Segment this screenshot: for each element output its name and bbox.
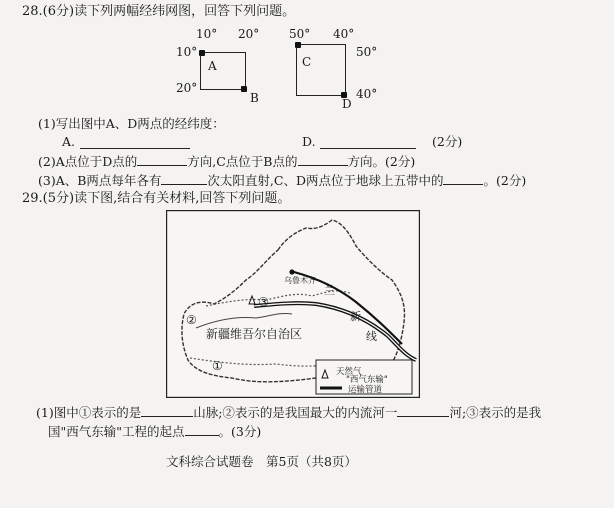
q28-sub3 — [38, 172, 526, 188]
q28-sub1: (1)写出图中A、D两点的经纬度： — [38, 116, 225, 131]
rail-label-xin: 新 — [350, 310, 361, 323]
q28-zone-blank[interactable] — [443, 172, 483, 185]
grid1-lat-10: 10° — [176, 45, 198, 59]
marker-3: ③ — [258, 295, 269, 309]
point-a-label: A — [208, 59, 217, 73]
region-label: 新疆维吾尔自治区 — [206, 327, 303, 341]
legend-gas-label: 天然气 — [336, 367, 362, 377]
point-b-marker — [241, 86, 247, 92]
grid2-lat-40: 40° — [356, 87, 378, 101]
q28-sub2-part3: 方向。(2分) — [347, 154, 416, 169]
q28-sub2 — [38, 153, 415, 169]
q28-sub2-part2: 方向,C点位于B点的 — [187, 154, 298, 169]
q29-header: 29.(5分)读下图,结合有关材料,回答下列问题。 — [22, 191, 291, 206]
q29-sub1-part3: 河;③表示的是我 — [449, 405, 542, 420]
q28-sub1-a-label: A. — [62, 134, 76, 149]
q28-sub3-part2: 次太阳直射,C、D两点位于地球上五带中的 — [207, 173, 444, 188]
legend-pipeline-label-1: "西气东输" — [346, 375, 388, 385]
q29-sub1-part1: (1)图中①表示的是 — [36, 405, 142, 420]
grid1-lat-20: 20° — [176, 81, 198, 95]
grid2-lon-50: 50° — [289, 27, 311, 41]
point-a-marker — [199, 50, 205, 56]
q29-origin-blank[interactable] — [185, 423, 219, 436]
q28-times-blank[interactable] — [161, 172, 207, 185]
q28-sub1-score: (2分) — [432, 134, 463, 149]
rail-label-xian: 线 — [366, 330, 377, 343]
q29-river-blank[interactable] — [397, 404, 449, 417]
q28-sub1-d-label: D. — [302, 134, 316, 149]
grid1-box — [200, 52, 246, 90]
q28-header: 28.(6分)读下列两幅经纬网图，回答下列问题。 — [22, 4, 296, 19]
q28-sub2-part1: (2)A点位于D点的 — [38, 154, 138, 169]
q28-direction-cb-blank[interactable] — [298, 153, 348, 166]
legend-pipeline-label-2: 运输管道 — [348, 385, 383, 395]
q29-sub1-line2 — [48, 423, 261, 439]
q28-answer-d-blank[interactable] — [320, 136, 416, 149]
point-d-label: D — [342, 97, 352, 111]
point-c-label: C — [302, 55, 312, 69]
q29-sub1-part5: 。(3分) — [218, 424, 262, 439]
grid2-box — [296, 44, 346, 96]
grid2-lat-50: 50° — [356, 45, 378, 59]
point-c-marker — [295, 42, 301, 48]
point-b-label: B — [250, 91, 259, 105]
q28-answer-a-blank[interactable] — [80, 136, 190, 149]
grid2-lon-40: 40° — [333, 27, 355, 41]
q29-sub1-part2: 山脉;②表示的是我国最大的内流河一 — [193, 405, 398, 420]
q28-direction-ad-blank[interactable] — [137, 153, 187, 166]
page-footer: 文科综合试题卷 第5页（共8页） — [166, 454, 357, 469]
q29-sub1-line1 — [36, 404, 541, 420]
marker-1: ① — [212, 359, 223, 373]
q28-sub3-part3: 。(2分) — [483, 173, 527, 188]
rail-label-lan: 兰 — [324, 284, 335, 297]
q28-sub3-part1: (3)A、B两点每年各有 — [38, 173, 162, 188]
urumqi-label: 乌鲁木齐 — [284, 276, 316, 285]
q29-mountain-blank[interactable] — [141, 404, 193, 417]
grid1-lon-20: 20° — [238, 27, 260, 41]
marker-2: ② — [186, 313, 197, 327]
grid1-lon-10: 10° — [196, 27, 218, 41]
q29-sub1-part4: 国"西气东输"工程的起点 — [48, 424, 185, 439]
xinjiang-map — [166, 210, 420, 398]
